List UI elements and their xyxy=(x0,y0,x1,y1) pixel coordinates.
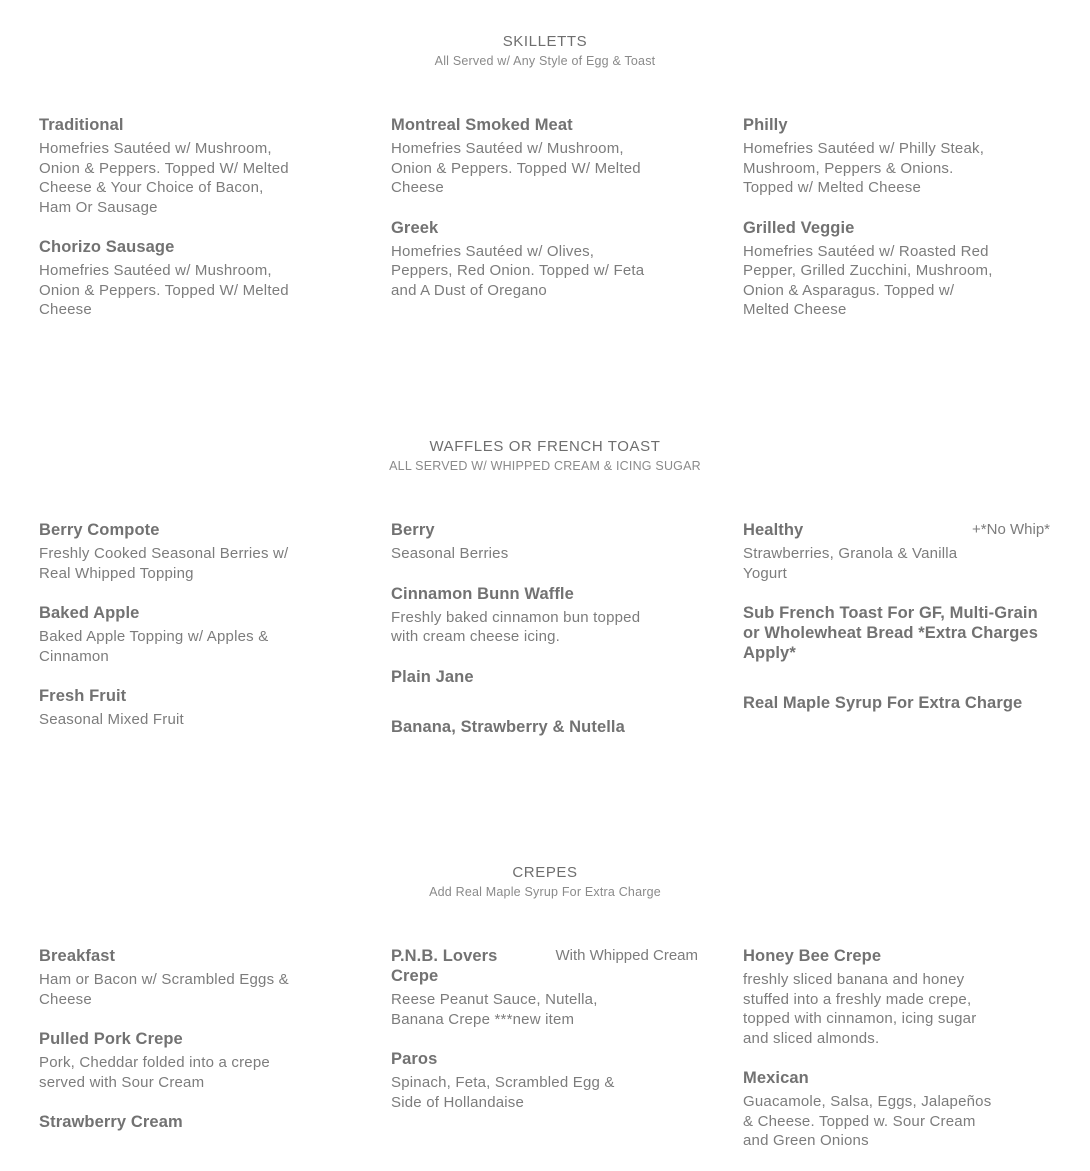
section-subtitle: All Served w/ Any Style of Egg & Toast xyxy=(434,54,656,68)
menu-item-name: Chorizo Sausage xyxy=(39,238,175,256)
menu-item xyxy=(743,520,1050,583)
menu-item-name: Plain Jane xyxy=(391,667,474,686)
menu-item xyxy=(391,115,651,198)
menu-item-description: Baked Apple Topping w/ Apples & Cinnamon xyxy=(39,628,269,665)
menu-item-name: Berry Compote xyxy=(39,521,160,539)
menu-item-description: Freshly Cooked Seasonal Berries w/ Real Whipped Topping xyxy=(39,545,289,582)
menu-item-name: Breakfast xyxy=(39,947,116,965)
menu-item-description: Guacamole, Salsa, Eggs, Jalapeños & Cheese. Topped w. Sour Cream and Green Onions xyxy=(743,1093,992,1149)
menu-item xyxy=(39,946,299,1009)
menu-column xyxy=(391,946,698,1132)
menu-item-description: Seasonal Berries xyxy=(391,545,509,562)
menu-column xyxy=(39,946,299,1152)
menu-item-description: Pork, Cheddar folded into a crepe served with Sour Cream xyxy=(39,1054,270,1091)
menu-item-note: With Whipped Cream xyxy=(555,947,698,964)
menu-item xyxy=(743,218,1003,320)
menu-item xyxy=(743,1068,1003,1151)
menu-item-description: Homefries Sautéed w/ Mushroom, Onion & Peppers. Topped W/ Melted Cheese xyxy=(39,262,289,318)
section-subtitle: ALL SERVED W/ WHIPPED CREAM & ICING SUGAR xyxy=(389,459,701,473)
menu-item-description: Homefries Sautéed w/ Roasted Red Pepper, Grilled Zucchini, Mushroom, Onion & Asparagus. Topped w/ Melted Cheese xyxy=(743,242,993,318)
menu-item-description: Homefries Sautéed w/ Mushroom, Onion & Peppers. Topped W/ Melted Cheese & Your Choice of Bacon, Ham Or Sausage xyxy=(39,140,289,216)
menu-item xyxy=(743,693,1050,713)
menu-item-name: Berry xyxy=(391,521,435,539)
menu-item-name: Philly xyxy=(743,116,788,134)
section-title: SKILLETTS xyxy=(502,33,588,50)
menu-item xyxy=(391,667,651,687)
menu-item xyxy=(743,946,1003,1048)
section-subtitle: Add Real Maple Syrup For Extra Charge xyxy=(429,885,661,899)
menu-item-name: Greek xyxy=(391,218,439,237)
menu-column xyxy=(743,520,1050,733)
menu-item xyxy=(391,520,651,564)
menu-item-note: +*No Whip* xyxy=(972,521,1050,538)
menu-item xyxy=(391,218,651,301)
menu-column xyxy=(391,115,651,320)
menu-item-name: Paros xyxy=(391,1050,438,1068)
menu-item-name: Real Maple Syrup For Extra Charge xyxy=(743,694,1023,712)
menu-item-name: Fresh Fruit xyxy=(39,687,127,705)
menu-item xyxy=(39,237,299,320)
menu-column xyxy=(39,115,299,340)
menu-item-description: Reese Peanut Sauce, Nutella, Banana Crepe ***new item xyxy=(391,991,598,1028)
menu-item-description: Strawberries, Granola & Vanilla Yogurt xyxy=(743,545,958,582)
menu-item-name: P.N.B. Lovers Crepe xyxy=(391,947,498,985)
menu-item xyxy=(39,686,299,730)
menu-item-name: Cinnamon Bunn Waffle xyxy=(391,584,574,603)
section-title: CREPES xyxy=(512,864,578,881)
menu-column xyxy=(39,520,299,750)
menu-item-name: Healthy xyxy=(743,521,804,539)
menu-item-name: Pulled Pork Crepe xyxy=(39,1030,183,1048)
menu-item xyxy=(391,584,651,647)
menu-item xyxy=(391,1049,698,1112)
section-header-crepes xyxy=(0,863,1090,901)
menu-item-name: Honey Bee Crepe xyxy=(743,947,882,965)
menu-item-name: Montreal Smoked Meat xyxy=(391,116,573,134)
menu-column xyxy=(743,946,1003,1171)
menu-item xyxy=(391,717,691,737)
menu-item-description: Seasonal Mixed Fruit xyxy=(39,711,184,728)
menu-column xyxy=(391,520,651,757)
menu-item-description: Homefries Sautéed w/ Mushroom, Onion & Peppers. Topped W/ Melted Cheese xyxy=(391,140,641,196)
menu-column xyxy=(743,115,1003,340)
menu-item-description: Ham or Bacon w/ Scrambled Eggs & Cheese xyxy=(39,971,289,1008)
menu-item-name: Sub French Toast For GF, Multi-Grain or Wholewheat Bread *Extra Charges Apply* xyxy=(743,604,1038,662)
menu-item-name: Banana, Strawberry & Nutella xyxy=(391,717,625,736)
section-header-waffles xyxy=(0,437,1090,475)
menu-item xyxy=(39,115,299,217)
menu-item-description: Spinach, Feta, Scrambled Egg & Side of Hollandaise xyxy=(391,1074,615,1111)
menu-item-description: Homefries Sautéed w/ Philly Steak, Mushroom, Peppers & Onions. Topped w/ Melted Cheese xyxy=(743,140,985,196)
menu-item-name: Mexican xyxy=(743,1069,809,1087)
menu-item xyxy=(39,1112,299,1132)
menu-item xyxy=(39,603,299,666)
menu-item xyxy=(39,1029,299,1092)
section-title: WAFFLES OR FRENCH TOAST xyxy=(429,438,661,455)
menu-item-description: freshly sliced banana and honey stuffed into a freshly made crepe, topped with cinnamon, icing sugar and sliced almonds. xyxy=(743,971,977,1047)
menu-item-name: Baked Apple xyxy=(39,604,140,622)
menu-item-description: Freshly baked cinnamon bun topped with cream cheese icing. xyxy=(391,608,641,645)
section-header-skilletts xyxy=(0,32,1090,70)
menu-item-name: Grilled Veggie xyxy=(743,218,855,237)
menu-item xyxy=(743,603,1050,663)
menu-item xyxy=(743,115,1003,198)
menu-item xyxy=(39,520,299,583)
menu-item-description: Homefries Sautéed w/ Olives, Peppers, Red Onion. Topped w/ Feta and A Dust of Oregano xyxy=(391,242,645,299)
menu-item-name: Traditional xyxy=(39,116,124,134)
menu-item xyxy=(391,946,698,1029)
menu-item-name: Strawberry Cream xyxy=(39,1113,183,1131)
